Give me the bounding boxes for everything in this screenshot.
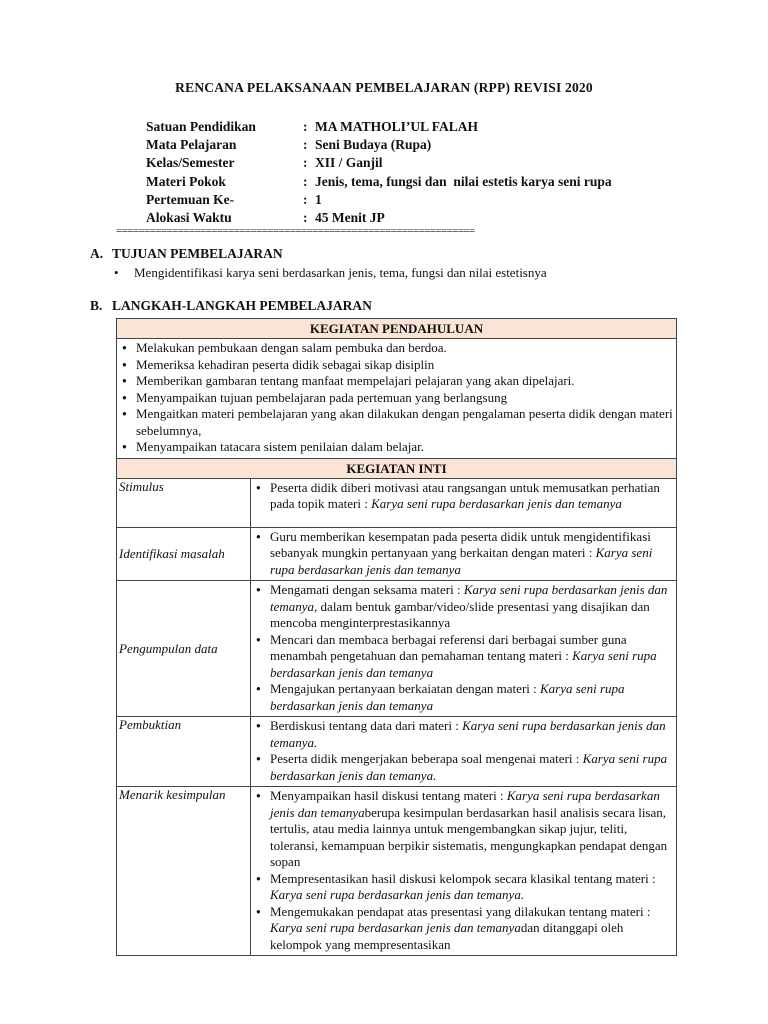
- row-label: Menarik kesimpulan: [117, 787, 251, 956]
- item-text: Menyampaikan hasil diskusi tentang materi :: [270, 788, 507, 803]
- row-label: Stimulus: [117, 478, 251, 527]
- info-value: 45 Menit JP: [315, 209, 385, 225]
- info-row-mapel: [146, 136, 612, 154]
- row-list: [251, 787, 676, 955]
- item-emphasis: Karya seni rupa berdasarkan jenis dan temanya: [270, 582, 668, 614]
- item-emphasis: Karya seni rupa berdasarkan jenis dan temanya: [270, 920, 521, 935]
- table-row: [117, 717, 677, 787]
- row-list: [251, 528, 676, 581]
- item-tail: berupa kesimpulan berdasarkan hasil analisis secara lisan, tertulis, atau media lainnya untuk mengembangkan sikap jujur, teliti, toleransi, kemampuan berpikir sistematis, mengungkapkan pendapat dengan sopan: [270, 804, 668, 869]
- table-row: [117, 581, 677, 717]
- list-item: ● Melakukan pembukaan dengan salam pembuka dan berdoa.: [120, 340, 674, 357]
- item-text: Guru memberikan kesempatan pada peserta didik untuk mengidentifikasi sebanyak mungkin pertanyaan yang berkaitan dengan materi :: [270, 528, 651, 560]
- inti-header: KEGIATAN INTI: [117, 458, 677, 478]
- list-item: [254, 871, 674, 904]
- tujuan-item: [114, 265, 547, 281]
- list-item: [254, 788, 674, 871]
- activity-table: [116, 318, 677, 956]
- row-label: Pengumpulan data: [117, 581, 251, 717]
- info-row-alokasi: [146, 209, 612, 227]
- section-a-heading: [90, 246, 283, 262]
- list-item: ● Memberikan gambaran tentang manfaat mempelajari pelajaran yang akan dipelajari.: [120, 373, 674, 390]
- row-list: [251, 581, 676, 716]
- info-colon: :: [303, 209, 308, 225]
- list-item: [254, 751, 674, 784]
- item-text: Mempresentasikan hasil diskusi kelompok secara klasikal tentang materi :: [270, 870, 656, 886]
- item-text: Mengajukan pertanyaan berkaiatan dengan materi :: [270, 681, 540, 696]
- info-value: MA MATHOLI’UL FALAH: [315, 119, 479, 134]
- pendahuluan-header: KEGIATAN PENDAHULUAN: [117, 319, 677, 339]
- section-b-heading: [90, 298, 372, 314]
- inti-header-row: [117, 458, 677, 478]
- item-emphasis: Karya seni rupa berdasarkan jenis dan temanya.: [270, 887, 525, 902]
- table-row: [117, 478, 677, 527]
- item-text: Mengamati dengan seksama materi :: [270, 582, 464, 597]
- info-row-materi: [146, 173, 612, 191]
- item-emphasis: Karya seni rupa berdasarkan jenis dan temanya: [270, 648, 657, 680]
- item-tail: , dalam bentuk gambar/video/slide presentasi yang disajikan dan mencoba menginterprestasikannya: [270, 598, 650, 630]
- list-item: [254, 632, 674, 682]
- info-label: Materi Pokok: [146, 173, 226, 189]
- info-label: Mata Pelajaran: [146, 137, 237, 153]
- info-colon: :: [303, 173, 308, 189]
- info-row-kelas: [146, 154, 612, 172]
- info-value: XII / Ganjil: [315, 155, 383, 171]
- item-emphasis: Karya seni rupa berdasarkan jenis dan temanya.: [270, 718, 666, 750]
- list-item: ● Mengaitkan materi pembelajaran yang akan dilakukan dengan pengalaman peserta didik dengan materi sebelumnya,: [120, 406, 674, 439]
- info-colon: :: [303, 119, 308, 134]
- row-content: [251, 478, 677, 527]
- item-tail: dan ditanggapi oleh kelompok yang mempresentasikan: [270, 920, 624, 952]
- list-item: [254, 904, 674, 954]
- info-colon: :: [303, 191, 308, 207]
- row-content: [251, 717, 677, 787]
- row-label: Pembuktian: [117, 717, 251, 787]
- info-colon: :: [303, 137, 308, 153]
- item-text: Mencari dan membaca berbagai referensi dari berbagai sumber guna menambah pengetahuan dan pemahaman tentang materi :: [270, 631, 627, 663]
- list-item: ● Menyampaikan tujuan pembelajaran pada pertemuan yang berlangsung: [120, 390, 674, 407]
- info-row-satuan: [146, 118, 612, 136]
- pendahuluan-row: [117, 339, 677, 459]
- section-title: TUJUAN PEMBELAJARAN: [112, 246, 283, 261]
- item-emphasis: Karya seni rupa berdasarkan jenis dan temanya: [270, 788, 660, 820]
- item-emphasis: Karya seni rupa berdasarkan jenis dan temanya: [270, 545, 653, 577]
- info-colon: :: [303, 155, 308, 171]
- section-number: A.: [90, 246, 104, 261]
- info-label: Alokasi Waktu: [146, 209, 232, 225]
- pendahuluan-header-row: [117, 319, 677, 339]
- row-list: [251, 479, 676, 515]
- row-content: [251, 787, 677, 956]
- row-label: Identifikasi masalah: [117, 527, 251, 581]
- list-item: [254, 681, 674, 714]
- section-title: LANGKAH-LANGKAH PEMBELAJARAN: [112, 298, 372, 313]
- info-label: Pertemuan Ke-: [146, 191, 235, 207]
- list-item: ● Menyampaikan tatacara sistem penilaian dalam belajar.: [120, 439, 674, 456]
- table-row: [117, 527, 677, 581]
- info-label: Kelas/Semester: [146, 155, 235, 171]
- row-content: [251, 581, 677, 717]
- item-emphasis: Karya seni rupa berdasarkan jenis dan temanya: [371, 496, 622, 511]
- page-title: RENCANA PELAKSANAAN PEMBELAJARAN (RPP) REVISI 2020: [175, 80, 593, 95]
- list-item: [254, 582, 674, 632]
- section-number: B.: [90, 298, 103, 313]
- row-content: [251, 527, 677, 581]
- item-text: Berdiskusi tentang data dari materi :: [270, 718, 463, 733]
- info-row-pertemuan: [146, 191, 612, 209]
- info-value: Jenis, tema, fungsi dan nilai estetis karya seni rupa: [315, 173, 612, 189]
- row-list: [251, 717, 676, 786]
- item-text: Peserta didik diberi motivasi atau rangsangan untuk memusatkan perhatian pada topik materi :: [270, 479, 660, 511]
- bullet-icon: •: [114, 265, 119, 280]
- identity-block: [146, 118, 612, 227]
- item-emphasis: Karya seni rupa berdasarkan jenis dan temanya.: [270, 751, 668, 783]
- list-item: [254, 480, 674, 513]
- pendahuluan-list: [117, 339, 676, 458]
- item-text: Peserta didik mengerjakan beberapa soal mengenai materi :: [270, 751, 583, 766]
- table-row: [117, 787, 677, 956]
- info-value: Seni Budaya (Rupa): [315, 137, 432, 153]
- separator-line: ================================================================: [116, 226, 475, 237]
- tujuan-text: Mengidentifikasi karya seni berdasarkan jenis, tema, fungsi dan nilai estetisnya: [134, 265, 547, 280]
- info-label: Satuan Pendidikan: [146, 119, 256, 134]
- item-text: Mengemukakan pendapat atas presentasi yang dilakukan tentang materi :: [270, 903, 651, 919]
- list-item: [254, 529, 674, 579]
- pendahuluan-cell: [117, 339, 677, 459]
- item-emphasis: Karya seni rupa berdasarkan jenis dan temanya: [270, 681, 625, 713]
- list-item: [254, 718, 674, 751]
- list-item: ● Memeriksa kehadiran peserta didik sebagai sikap disiplin: [120, 357, 674, 374]
- info-value: 1: [315, 191, 322, 207]
